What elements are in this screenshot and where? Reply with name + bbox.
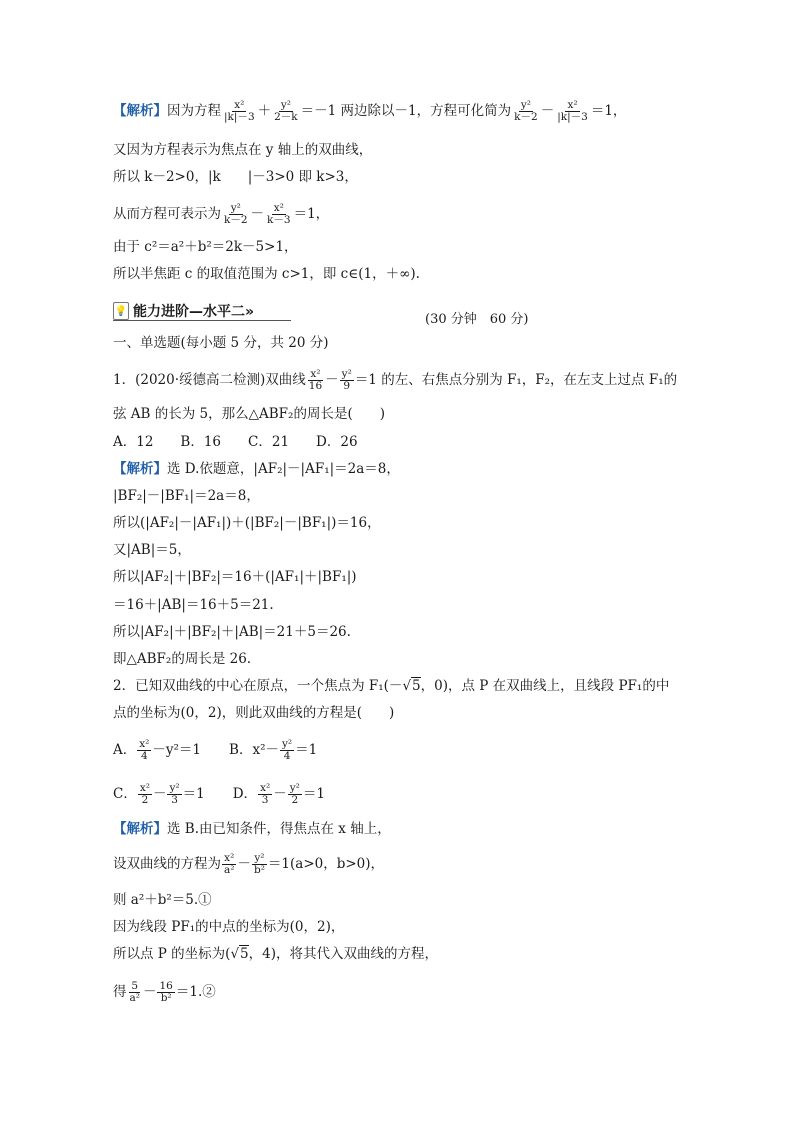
- text: ，4)，将其代入双曲线的方程，: [248, 946, 438, 962]
- text: 选 D.依题意，|AF₂|－|AF₁|＝2a＝8，: [167, 461, 400, 477]
- denominator: 4: [283, 750, 291, 762]
- denominator: 2: [141, 794, 149, 806]
- numerator: x²: [139, 738, 150, 750]
- numerator: y²: [520, 99, 531, 111]
- question-1-line-2: 弦 AB 的长为 5，那么△ABF₂的周长是( ): [113, 406, 385, 422]
- operator: ＋: [257, 103, 272, 119]
- question-2-options-ab: [113, 739, 317, 762]
- q2-solution-5: 所以点 P 的坐标为(√5，4)，将其代入双曲线的方程，: [113, 946, 438, 962]
- numerator: x²: [224, 852, 235, 864]
- section-header: [113, 300, 254, 322]
- lightbulb-icon: 💡: [113, 302, 129, 320]
- denominator: b²: [253, 864, 265, 876]
- text: 1．(2020·绥德高二检测)双曲线: [113, 372, 306, 388]
- q2-solution-2: [113, 853, 384, 876]
- q1-solution-4: 又|AB|＝5，: [113, 542, 191, 558]
- fraction: [138, 783, 152, 806]
- fraction: [258, 783, 272, 806]
- text: ＝1 的左、右焦点分别为 F₁，F₂，在左支上过点 F₁的: [354, 372, 678, 388]
- analysis-label: 【解析】: [113, 461, 167, 477]
- operator: －: [250, 206, 265, 222]
- solution-line-6: 所以半焦距 c 的取值范围为 c>1，即 c∈(1，＋∞).: [113, 266, 420, 282]
- fraction: [157, 981, 174, 1004]
- option-b-label: B．x²－: [229, 742, 279, 758]
- fraction: [222, 853, 236, 876]
- q1-solution-2: |BF₂|－|BF₁|＝2a＝8，: [113, 488, 260, 504]
- operator: －: [142, 984, 157, 1000]
- text: ＝－1 两边除以－1，方程可化简为: [300, 103, 512, 119]
- fraction: [272, 100, 300, 123]
- text: 选 B.由已知条件，得焦点在 x 轴上，: [167, 821, 391, 837]
- denominator: a²: [129, 992, 140, 1004]
- option-c-label: C．: [113, 786, 137, 802]
- denominator: 4: [140, 750, 148, 762]
- q2-solution-6: [113, 981, 216, 1004]
- solution-line-2: 又因为方程表示为焦点在 y 轴上的双曲线，: [113, 142, 373, 158]
- solution-line-4: [113, 203, 329, 226]
- text: 因为方程: [167, 103, 221, 119]
- numerator: x²: [234, 99, 245, 111]
- fraction: [288, 783, 302, 806]
- analysis-label: 【解析】: [113, 821, 167, 837]
- fraction: [340, 369, 354, 392]
- denominator: k－3: [267, 214, 291, 226]
- q1-solution-8: 即△ABF₂的周长是 26.: [113, 651, 252, 667]
- text: 2．已知双曲线的中心在原点，一个焦点为 F₁(－: [113, 678, 403, 694]
- fraction: [137, 739, 151, 762]
- fraction: [307, 369, 324, 392]
- sqrt-value: 5: [412, 678, 421, 694]
- option-d-label: D．: [232, 786, 258, 802]
- numerator: y²: [280, 99, 291, 111]
- numerator: x²: [260, 782, 271, 794]
- denominator: 3: [171, 794, 178, 806]
- operator: －: [152, 786, 167, 802]
- denominator: 3: [261, 794, 269, 806]
- operator: －: [540, 103, 555, 119]
- numerator: y²: [341, 368, 352, 380]
- numerator: y²: [289, 782, 300, 794]
- denominator: a²: [224, 864, 235, 876]
- time-score-note: (30 分钟 60 分): [425, 312, 529, 327]
- numerator: x²: [567, 99, 578, 111]
- text: ＝1: [295, 742, 318, 758]
- text: －y²＝1: [152, 742, 202, 758]
- analysis-label: 【解析】: [113, 103, 167, 119]
- sqrt-value: 5: [240, 946, 249, 962]
- q1-solution-1: [113, 460, 400, 478]
- denominator: 16: [308, 380, 323, 392]
- numerator: x²: [139, 782, 150, 794]
- denominator: 9: [343, 380, 351, 392]
- solution-line-1: [113, 100, 626, 123]
- numerator: y²: [230, 202, 241, 214]
- question-2-options-cd: [113, 783, 325, 806]
- denominator: 2: [291, 794, 299, 806]
- text: ＝1: [182, 786, 205, 802]
- fraction: [222, 100, 257, 123]
- text: 从而方程可表示为: [113, 206, 221, 222]
- numerator: 16: [159, 980, 173, 992]
- q1-solution-6: ＝16＋|AB|＝16＋5＝21.: [113, 597, 274, 613]
- text: ＝1，: [293, 206, 330, 222]
- text: ＝1: [302, 786, 325, 802]
- fraction: [222, 203, 250, 226]
- fraction: [555, 100, 590, 123]
- text: ＝1.②: [175, 984, 216, 1000]
- text: 设双曲线的方程为: [113, 856, 221, 872]
- numerator: x²: [310, 368, 321, 380]
- q2-solution-1: [113, 820, 391, 838]
- question-2-line-2: 点的坐标为(0，2)，则此双曲线的方程是( ): [113, 705, 395, 721]
- numerator: x²: [273, 202, 284, 214]
- fraction: [512, 100, 540, 123]
- text: 得: [113, 984, 127, 1000]
- fraction: [128, 981, 142, 1004]
- q2-solution-4: 因为线段 PF₁的中点的坐标为(0，2)，: [113, 919, 345, 935]
- denominator: |k|－3: [224, 111, 255, 123]
- denominator: |k|－3: [557, 111, 588, 123]
- q1-solution-5: 所以|AF₂|＋|BF₂|＝16＋(|AF₁|＋|BF₁|): [113, 569, 357, 585]
- text: ＝1，: [590, 103, 627, 119]
- section-divider: [113, 320, 291, 321]
- denominator: k－2: [514, 111, 538, 123]
- option-a-label: A．: [113, 742, 137, 758]
- fraction: [280, 739, 294, 762]
- denominator: 2－k: [274, 111, 298, 123]
- part-header: 一、单选题(每小题 5 分，共 20 分): [113, 335, 329, 351]
- q2-solution-3: 则 a²＋b²＝5.①: [113, 892, 212, 908]
- operator: －: [273, 786, 287, 802]
- text: ，0)，点 P 在双曲线上，且线段 PF₁的中: [420, 678, 670, 694]
- solution-line-5: 由于 c²＝a²＋b²＝2k－5>1，: [113, 239, 298, 255]
- q1-solution-7: 所以|AF₂|＋|BF₂|＋|AB|＝21＋5＝26.: [113, 624, 351, 640]
- question-1-options: A．12 B．16 C．21 D．26: [113, 434, 358, 450]
- numerator: y²: [254, 852, 265, 864]
- text: 所以点 P 的坐标为(: [113, 946, 231, 962]
- q1-solution-3: 所以(|AF₂|－|AF₁|)＋(|BF₂|－|BF₁|)＝16，: [113, 515, 381, 531]
- section-title: 能力进阶—水平二»: [133, 304, 255, 320]
- solution-line-3: 所以 k－2>0，|k |－3>0 即 k>3，: [113, 169, 358, 185]
- denominator: k－2: [224, 214, 248, 226]
- numerator: y²: [281, 738, 293, 750]
- operator: －: [325, 372, 339, 388]
- fraction: [252, 853, 267, 876]
- numerator: y²: [169, 782, 180, 794]
- denominator: b²: [160, 992, 172, 1004]
- fraction: [167, 783, 181, 806]
- fraction: [265, 203, 293, 226]
- text: ＝1(a>0，b>0)，: [267, 856, 385, 872]
- numerator: 5: [131, 980, 139, 992]
- question-1-line-1: [113, 369, 677, 392]
- operator: －: [237, 856, 251, 872]
- question-2-line-1: 2．已知双曲线的中心在原点，一个焦点为 F₁(－√5，0)，点 P 在双曲线上，且线段 PF₁的中: [113, 678, 670, 694]
